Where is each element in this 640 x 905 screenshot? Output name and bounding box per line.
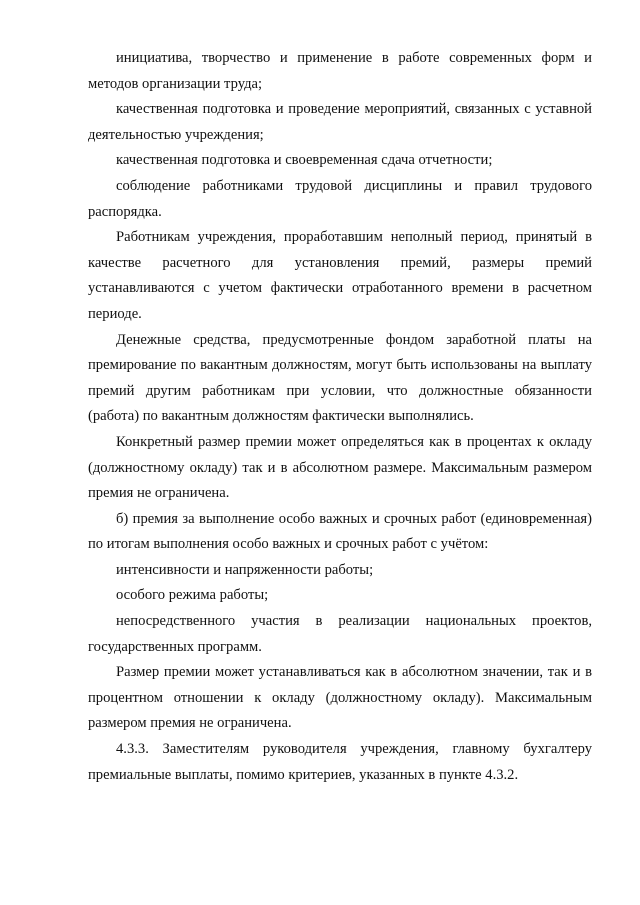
paragraph-section-4-3-3: 4.3.3. Заместителям руководителя учреждения, главному бухгалтеру премиальные выплаты, помимо критериев, указанных в пункте 4.3.2. [88,741,592,783]
paragraph-criteria-initiative: инициатива, творчество и применение в работе современных форм и методов организации труда; [88,50,592,92]
document-page [88,46,592,788]
paragraph-urgent-work-bonus: б) премия за выполнение особо важных и срочных работ (единовременная) по итогам выполнения особо важных и срочных работ с учётом: [88,510,592,553]
paragraph-criteria-special-mode: особого режима работы; [116,587,269,604]
paragraph-criteria-national-projects: непосредственного участия в реализации национальных проектов, государственных программ. [88,613,592,655]
paragraph-bonus-amount: Конкретный размер премии может определяться как в процентах к окладу (должностному окладу) так и в абсолютном размере. Максимальным размером премия не ограничена. [88,433,592,502]
paragraph-criteria-events: качественная подготовка и проведение мероприятий, связанных с уставной деятельностью учреждения; [88,101,592,143]
paragraph-partial-period: Работникам учреждения, проработавшим неполный период, принятый в качестве расчетного для установления премий, размеры премий устанавливаются с учетом фактически отработанного времени в расчетном периоде. [88,229,592,322]
paragraph-criteria-intensity: интенсивности и напряженности работы; [116,561,374,578]
paragraph-vacant-positions: Денежные средства, предусмотренные фондом заработной платы на премирование по вакантным должностям, могут быть использованы на выплату премий другим работникам при условии, что должностные обязанности (работа) по вакантным должностям фактически выполнялись. [88,331,592,425]
paragraph-criteria-reporting: качественная подготовка и своевременная сдача отчетности; [116,152,493,169]
paragraph-bonus-size: Размер премии может устанавливаться как в абсолютном значении, так и в процентном отношении к окладу (должностному окладу). Максимальным размером премия не ограничена. [88,664,592,732]
paragraph-criteria-discipline: соблюдение работниками трудовой дисциплины и правил трудового распорядка. [88,177,592,220]
